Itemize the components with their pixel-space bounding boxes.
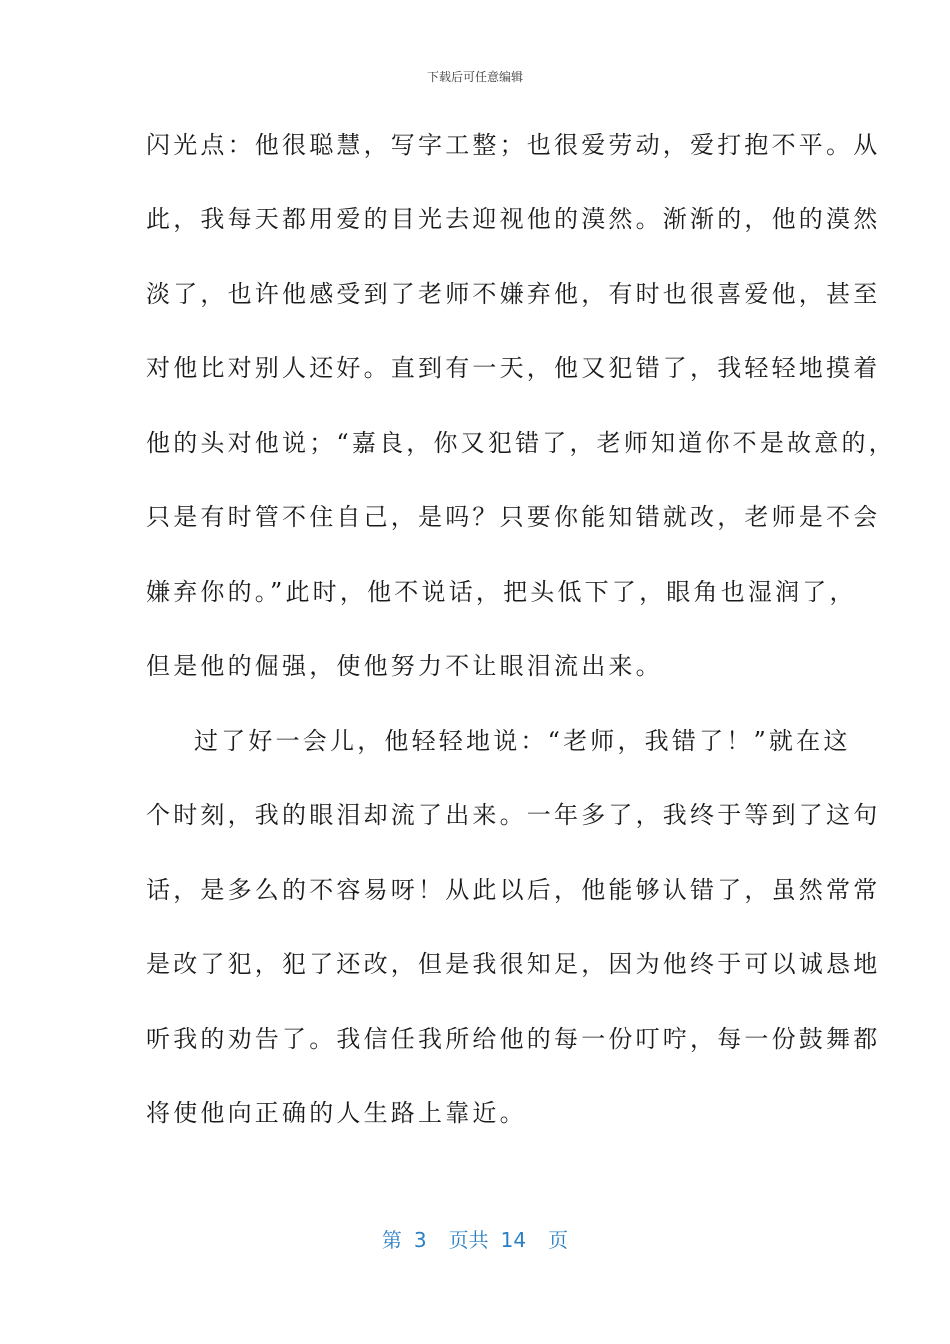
page-header: 下载后可任意编辑 (426, 70, 523, 84)
footer-suffix: 页 (548, 1228, 569, 1252)
text-line: 嫌弃你的。”此时，他不说话，把头低下了，眼角也湿润了， (146, 578, 857, 606)
text-line: 将使他向正确的人生路上靠近。 (146, 1099, 527, 1127)
text-line: 是改了犯，犯了还改，但是我很知足，因为他终于可以诚恳地 (146, 950, 881, 978)
footer-middle: 页共 (448, 1228, 489, 1252)
text-line: 他的头对他说；“嘉良，你又犯错了，老师知道你不是故意的， (146, 429, 896, 457)
page-footer (0, 1224, 950, 1253)
text-line: 个时刻，我的眼泪却流了出来。一年多了，我终于等到了这句 (146, 801, 881, 829)
text-line: 闪光点：他很聪慧，写字工整；也很爱劳动，爱打抱不平。从 (146, 131, 881, 159)
text-line: 对他比对别人还好。直到有一天，他又犯错了，我轻轻地摸着 (146, 354, 881, 382)
text-line: 话，是多么的不容易呀！从此以后，他能够认错了，虽然常常 (146, 876, 881, 904)
total-pages-number: 14 (500, 1228, 527, 1252)
text-line: 淡了，也许他感受到了老师不嫌弃他，有时也很喜爱他，甚至 (146, 280, 881, 308)
text-line: 只是有时管不住自己，是吗？只要你能知错就改，老师是不会 (146, 503, 881, 531)
paragraph-first-line: 过了好一会儿，他轻轻地说：“老师，我错了！”就在这 (194, 727, 851, 755)
current-page-number: 3 (413, 1228, 427, 1252)
text-line: 此，我每天都用爱的目光去迎视他的漠然。渐渐的，他的漠然 (146, 205, 881, 233)
text-line: 听我的劝告了。我信任我所给他的每一份叮咛，每一份鼓舞都 (146, 1025, 881, 1053)
footer-prefix: 第 (381, 1228, 402, 1252)
text-line: 但是他的倔强，使他努力不让眼泪流出来。 (146, 652, 663, 680)
